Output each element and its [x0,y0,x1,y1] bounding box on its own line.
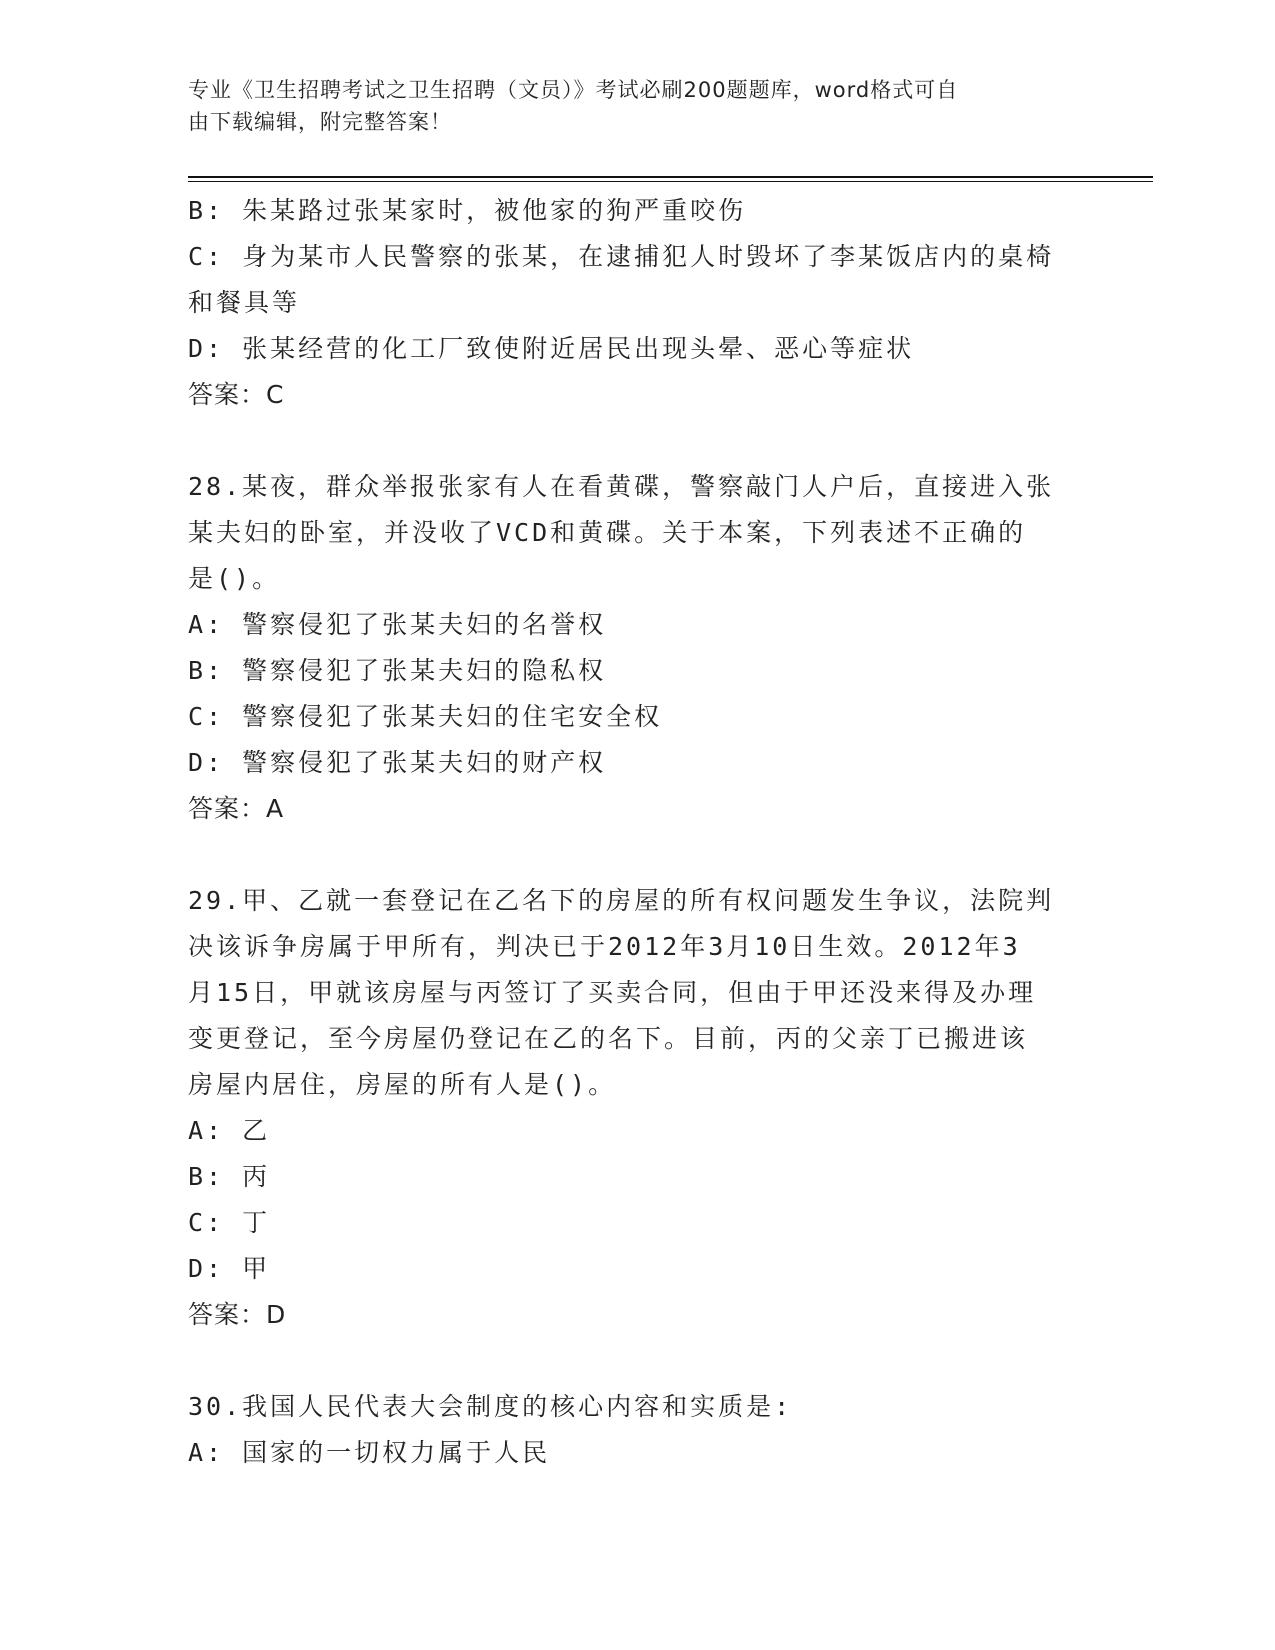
document-header [188,74,1088,138]
spacer [188,418,1088,464]
option-d: D: 警察侵犯了张某夫妇的财产权 [188,748,607,777]
option-c-line-2: 和餐具等 [188,288,301,317]
question-stem-line-4: 变更登记，至今房屋仍登记在乙的名下。目前，丙的父亲丁已搬进该 [188,1024,1029,1053]
header-divider-thin [188,181,1153,182]
header-divider-thick [188,176,1153,178]
option-b: B: 警察侵犯了张某夫妇的隐私权 [188,656,607,685]
question-stem-line-1: 29.甲、乙就一套登记在乙名下的房屋的所有权问题发生争议，法院判 [188,886,1055,915]
question-28 [188,464,1088,832]
option-a: A: 乙 [188,1116,271,1145]
question-stem-line-2: 某夫妇的卧室，并没收了VCD和黄碟。关于本案，下列表述不正确的 [188,518,1027,547]
question-stem-line-5: 房屋内居住，房屋的所有人是()。 [188,1070,617,1099]
answer: 答案：D [188,1300,287,1329]
header-line-1: 专业《卫生招聘考试之卫生招聘（文员）》考试必刷200题题库，word格式可自 [188,78,959,102]
question-30 [188,1384,1088,1476]
answer: 答案：C [188,380,285,409]
option-d: D: 张某经营的化工厂致使附近居民出现头晕、恶心等症状 [188,334,915,363]
option-a: A: 警察侵犯了张某夫妇的名誉权 [188,610,607,639]
question-stem-line-3: 是()。 [188,564,281,593]
option-c: C: 警察侵犯了张某夫妇的住宅安全权 [188,702,663,731]
option-c: C: 丁 [188,1208,271,1237]
question-stem-line-1: 30.我国人民代表大会制度的核心内容和实质是: [188,1392,793,1421]
option-b: B: 丙 [188,1162,271,1191]
question-stem-line-2: 决该诉争房属于甲所有，判决已于2012年3月10日生效。2012年3 [188,932,1021,961]
question-stem-line-1: 28.某夜，群众举报张家有人在看黄碟，警察敲门人户后，直接进入张 [188,472,1055,501]
answer: 答案：A [188,794,285,823]
spacer [188,1338,1088,1384]
question-content [188,188,1088,1476]
option-d: D: 甲 [188,1254,271,1283]
option-c-line-1: C: 身为某市人民警察的张某，在逮捕犯人时毁坏了李某饭店内的桌椅 [188,242,1055,271]
option-b: B: 朱某路过张某家时，被他家的狗严重咬伤 [188,196,747,225]
question-29 [188,878,1088,1338]
question-27-continued [188,188,1088,418]
question-stem-line-3: 月15日，甲就该房屋与丙签订了买卖合同，但由于甲还没来得及办理 [188,978,1037,1007]
header-line-2: 由下载编辑，附完整答案！ [188,110,452,134]
spacer [188,832,1088,878]
option-a: A: 国家的一切权力属于人民 [188,1438,551,1467]
